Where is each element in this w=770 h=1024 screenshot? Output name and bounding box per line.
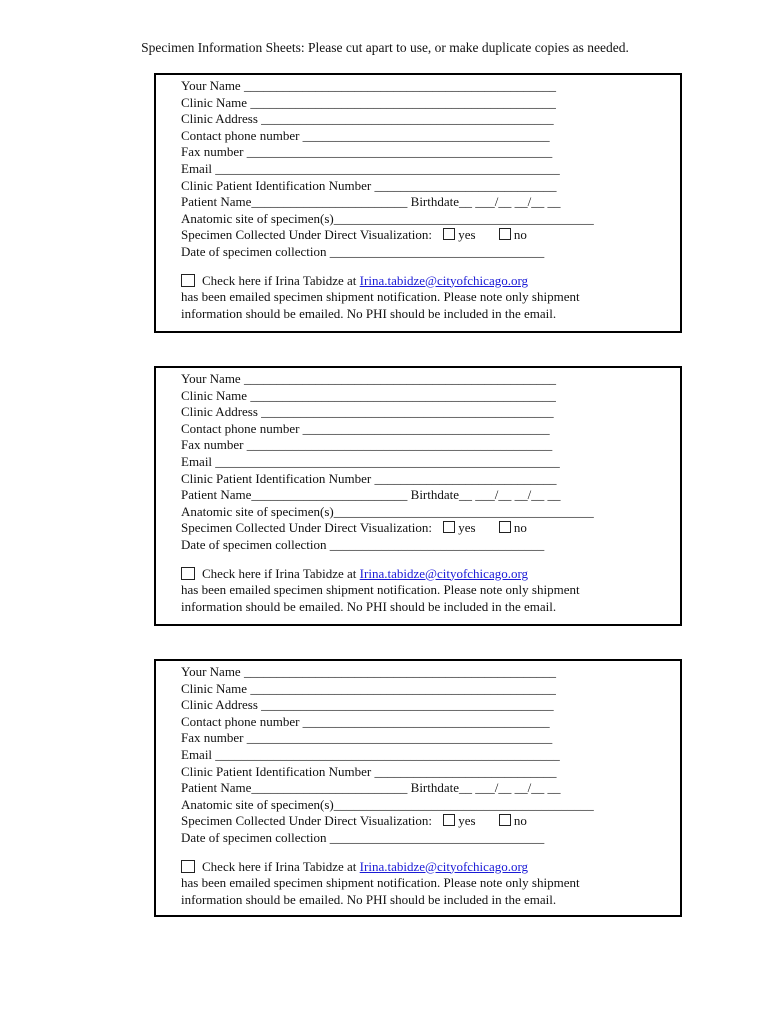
notify-line-3: information should be emailed. No PHI should be included in the email. <box>181 598 557 614</box>
your-name-field[interactable]: Your Name ________________________________________________ <box>181 78 556 93</box>
email-notified-checkbox[interactable] <box>181 567 195 580</box>
page-header: Specimen Information Sheets: Please cut apart to use, or make duplicate copies as needed. <box>141 40 629 55</box>
specimen-form-2 <box>154 366 682 626</box>
notify-line-3: information should be emailed. No PHI should be included in the email. <box>181 305 557 321</box>
notify-text: Check here if Irina Tabidze at <box>202 565 357 581</box>
email-field[interactable]: Email _____________________________________________________ <box>181 160 560 176</box>
notify-text: Check here if Irina Tabidze at <box>202 858 357 874</box>
clinic-patient-id-field[interactable]: Clinic Patient Identification Number ____________________________ <box>181 177 557 193</box>
fax-number-field[interactable]: Fax number _______________________________________________ <box>181 144 553 160</box>
clinic-name-field[interactable]: Clinic Name _______________________________________________ <box>181 680 556 696</box>
anatomic-site-field[interactable]: Anatomic site of specimen(s)________________________________________ <box>181 210 594 226</box>
clinic-patient-id-field[interactable]: Clinic Patient Identification Number ____________________________ <box>181 763 557 779</box>
date-collection-field[interactable]: Date of specimen collection _________________________________ <box>181 243 545 259</box>
notify-email-link[interactable]: Irina.tabidze@cityofchicago.org <box>359 858 529 874</box>
email-notified-checkbox[interactable] <box>181 274 195 287</box>
visualization-label: Specimen Collected Under Direct Visualization: <box>181 813 432 829</box>
no-label: no <box>513 520 527 536</box>
yes-checkbox[interactable] <box>443 521 455 533</box>
patient-name-birthdate-field[interactable]: Patient Name________________________ Birthdate__ ___/__ __/__ __ <box>181 194 561 210</box>
fax-number-field[interactable]: Fax number _______________________________________________ <box>181 437 553 453</box>
no-checkbox[interactable] <box>499 228 511 240</box>
anatomic-site-field[interactable]: Anatomic site of specimen(s)________________________________________ <box>181 503 594 519</box>
specimen-form-1 <box>154 73 682 333</box>
notify-text: Check here if Irina Tabidze at <box>202 272 357 288</box>
notify-line-2: has been emailed specimen shipment notification. Please note only shipment <box>181 582 580 598</box>
email-notified-checkbox[interactable] <box>181 860 195 873</box>
clinic-address-field[interactable]: Clinic Address _____________________________________________ <box>181 111 554 127</box>
notify-line-2: has been emailed specimen shipment notification. Please note only shipment <box>181 289 580 305</box>
clinic-name-field[interactable]: Clinic Name _______________________________________________ <box>181 94 556 110</box>
your-name-field[interactable]: Your Name ________________________________________________ <box>181 664 556 679</box>
yes-label: yes <box>458 813 476 829</box>
visualization-label: Specimen Collected Under Direct Visualization: <box>181 520 432 536</box>
date-collection-field[interactable]: Date of specimen collection _________________________________ <box>181 829 545 845</box>
notify-email-link[interactable]: Irina.tabidze@cityofchicago.org <box>359 565 529 581</box>
visualization-row <box>181 520 680 537</box>
your-name-field[interactable]: Your Name ________________________________________________ <box>181 371 556 386</box>
visualization-row <box>181 813 680 830</box>
notify-email-link[interactable]: Irina.tabidze@cityofchicago.org <box>359 272 529 288</box>
date-collection-field[interactable]: Date of specimen collection _________________________________ <box>181 536 545 552</box>
no-checkbox[interactable] <box>499 521 511 533</box>
visualization-label: Specimen Collected Under Direct Visualization: <box>181 227 432 243</box>
anatomic-site-field[interactable]: Anatomic site of specimen(s)________________________________________ <box>181 796 594 812</box>
contact-phone-field[interactable]: Contact phone number ______________________________________ <box>181 713 550 729</box>
notify-row <box>181 566 680 583</box>
email-field[interactable]: Email _____________________________________________________ <box>181 453 560 469</box>
yes-checkbox[interactable] <box>443 814 455 826</box>
contact-phone-field[interactable]: Contact phone number ______________________________________ <box>181 127 550 143</box>
fax-number-field[interactable]: Fax number _______________________________________________ <box>181 730 553 746</box>
email-field[interactable]: Email _____________________________________________________ <box>181 746 560 762</box>
no-checkbox[interactable] <box>499 814 511 826</box>
clinic-name-field[interactable]: Clinic Name _______________________________________________ <box>181 387 556 403</box>
notify-line-2: has been emailed specimen shipment notification. Please note only shipment <box>181 875 580 891</box>
contact-phone-field[interactable]: Contact phone number ______________________________________ <box>181 420 550 436</box>
yes-label: yes <box>458 520 476 536</box>
specimen-form-3 <box>154 659 682 917</box>
notify-row <box>181 273 680 290</box>
visualization-row <box>181 227 680 244</box>
notify-line-3: information should be emailed. No PHI should be included in the email. <box>181 891 557 907</box>
patient-name-birthdate-field[interactable]: Patient Name________________________ Birthdate__ ___/__ __/__ __ <box>181 780 561 796</box>
clinic-patient-id-field[interactable]: Clinic Patient Identification Number ____________________________ <box>181 470 557 486</box>
patient-name-birthdate-field[interactable]: Patient Name________________________ Birthdate__ ___/__ __/__ __ <box>181 487 561 503</box>
yes-label: yes <box>458 227 476 243</box>
clinic-address-field[interactable]: Clinic Address _____________________________________________ <box>181 697 554 713</box>
clinic-address-field[interactable]: Clinic Address _____________________________________________ <box>181 404 554 420</box>
no-label: no <box>513 813 527 829</box>
notify-row <box>181 859 680 876</box>
yes-checkbox[interactable] <box>443 228 455 240</box>
no-label: no <box>513 227 527 243</box>
